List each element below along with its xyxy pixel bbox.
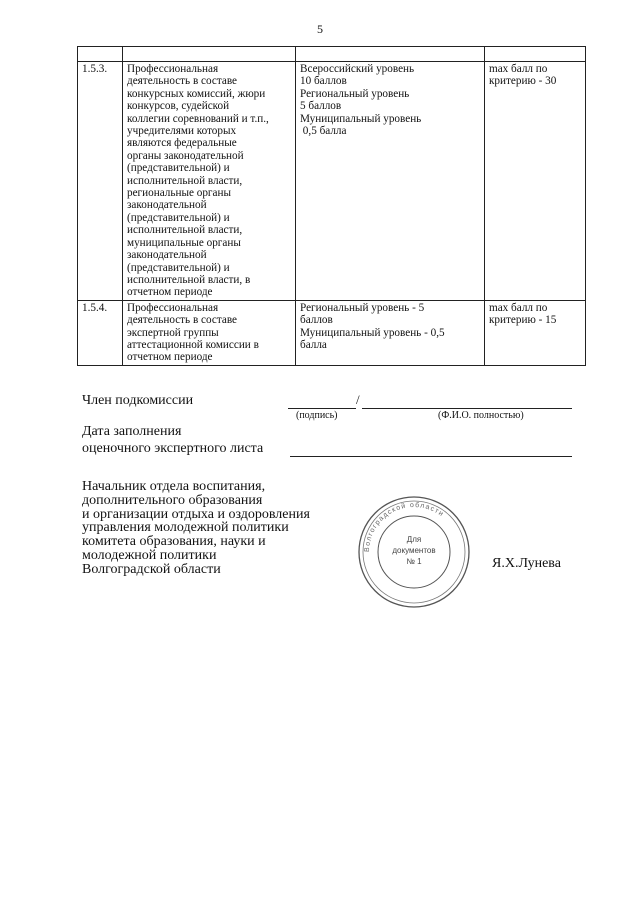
table-row — [78, 62, 586, 301]
signature-caption: (подпись) — [296, 410, 338, 421]
page-number: 5 — [317, 22, 323, 36]
full-name-line — [362, 408, 572, 409]
date-label: Дата заполнения — [82, 424, 182, 439]
criterion-number: 1.5.4. — [78, 300, 123, 365]
stamp-seal-icon — [356, 494, 472, 610]
date-line — [290, 456, 572, 457]
table-header-row — [78, 47, 586, 62]
criterion-number: 1.5.3. — [78, 62, 123, 301]
stamp-ring-text: Волгоградской области — [363, 501, 446, 553]
date-label-continued: оценочного экспертного листа — [82, 441, 264, 456]
criterion-max-score: max балл по критерию - 30 — [485, 62, 586, 301]
criterion-max-score: max балл по критерию - 15 — [485, 300, 586, 365]
criterion-description: Профессиональная деятельность в составе экспертной группы аттестационной комиссии в отчетном периоде — [123, 300, 296, 365]
full-name-caption: (Ф.И.О. полностью) — [438, 410, 524, 421]
criterion-description: Профессиональная деятельность в составе конкурсных комиссий, жюри конкурсов, судейской коллегии соревнований и т.п., учредителями которых являются федеральные органы законодательной (представительной) и исполнительной власти, региональные органы законодательной (представительной) и исполнительной власти, муниципальные органы законодательной (представительной) и исполнительной власти, в отчетном периоде — [123, 62, 296, 301]
criterion-levels: Всероссийский уровень 10 баллов Региональный уровень 5 баллов Муниципальный уровень 0,5 балла — [296, 62, 485, 301]
head-position-title: Начальник отдела воспитания, дополнительного образования и организации отдыха и оздоровления управления молодежной политики комитета образования, науки и молодежной политики Волгоградской области — [82, 479, 310, 577]
criteria-table — [77, 46, 586, 366]
criterion-levels: Региональный уровень - 5 баллов Муниципальный уровень - 0,5 балла — [296, 300, 485, 365]
table-row — [78, 300, 586, 365]
stamp-center-line: Для — [406, 535, 422, 544]
member-label: Член подкомиссии — [82, 393, 194, 408]
stamp-center-line: документов — [392, 546, 436, 555]
official-stamp — [356, 494, 472, 615]
head-name: Я.Х.Лунева — [492, 556, 561, 571]
signature-separator: / — [356, 392, 360, 407]
stamp-center-line: № 1 — [406, 557, 422, 566]
signature-line — [288, 408, 356, 409]
